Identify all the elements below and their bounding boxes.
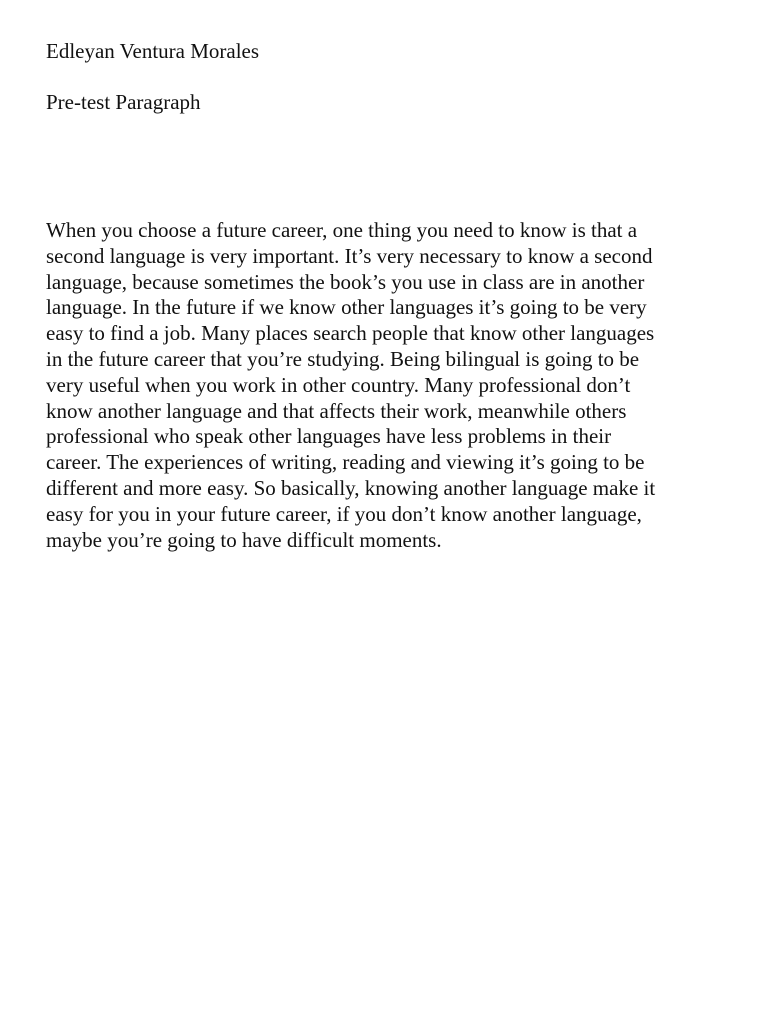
paragraph-line: second language is very important. It’s very necessary to know a second	[46, 243, 653, 268]
paragraph-line: different and more easy. So basically, knowing another language make it	[46, 475, 656, 500]
paragraph-line: language, because sometimes the book’s you use in class are in another	[46, 269, 645, 294]
paragraph-line: in the future career that you’re studying. Being bilingual is going to be	[46, 346, 640, 371]
paragraph-line: very useful when you work in other country. Many professional don’t	[46, 372, 631, 397]
paragraph-line: professional who speak other languages have less problems in their	[46, 424, 612, 449]
paragraph-line: language. In the future if we know other languages it’s going to be very	[46, 295, 647, 320]
paragraph-line: easy to find a job. Many places search people that know other languages	[46, 321, 655, 346]
document-title: Pre-test Paragraph	[46, 90, 201, 114]
paragraph-line: When you choose a future career, one thing you need to know is that a	[46, 218, 638, 242]
paragraph-line: career. The experiences of writing, reading and viewing it’s going to be	[46, 450, 645, 475]
author-name: Edleyan Ventura Morales	[46, 39, 260, 63]
paragraph-line: easy for you in your future career, if you don’t know another language,	[46, 501, 642, 526]
essay-paragraph	[46, 218, 726, 553]
paragraph-line: know another language and that affects their work, meanwhile others	[46, 398, 627, 423]
paragraph-line: maybe you’re going to have difficult moments.	[46, 527, 442, 552]
